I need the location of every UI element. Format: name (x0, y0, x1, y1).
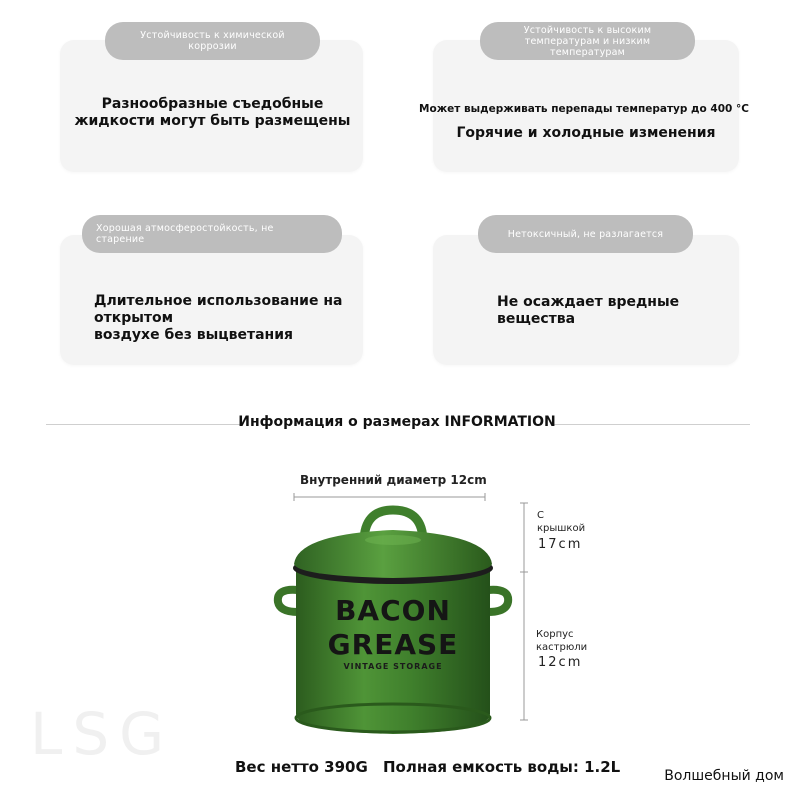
with-lid-label-line1: С (537, 510, 544, 521)
with-lid-label-line2: крышкой (537, 523, 586, 534)
capacity: Полная емкость воды: 1.2L (383, 758, 621, 776)
with-lid-label (537, 509, 585, 535)
feature-badge-1-text: Устойчивость к химической коррозии (140, 30, 285, 52)
body-label-line2: кастрюли (536, 642, 588, 653)
section-title: Информация о размерах INFORMATION (238, 414, 556, 430)
feature-text-1-line2: жидкости могут быть размещены (74, 113, 351, 129)
feature-text-4-line1: Не осаждает вредные (497, 294, 680, 310)
feature-text-4-line2: вещества (497, 311, 576, 327)
body-label (536, 628, 587, 654)
pot-label-line1: BACON (335, 594, 451, 627)
feature-text-1-line1: Разнообразные съедобные (101, 96, 324, 112)
body-value: 12cm (538, 655, 583, 670)
net-weight: Вес нетто 390G (235, 758, 368, 776)
brand-name: Волшебный дом (664, 768, 784, 784)
pot-label-line3: VINTAGE STORAGE (343, 662, 443, 671)
with-lid-value: 17cm (538, 537, 583, 552)
feature-text-3-line1: Длительное использование на открытом (94, 293, 343, 326)
pot-label-line2: GREASE (327, 628, 459, 661)
feature-badge-4-text: Нетоксичный, не разлагается (507, 228, 664, 240)
watermark-logo: LSG (30, 700, 175, 768)
body-label-line1: Корпус (536, 629, 574, 640)
inner-diameter-label: Внутренний диаметр 12cm (300, 473, 487, 487)
feature-text-3-line2: воздухе без выцветания (94, 327, 294, 343)
feature-badge-3-text: Хорошая атмосферостойкость, не старение (96, 223, 274, 245)
feature-badge-2-text: Устойчивость к высоким температурам и низким температурам (523, 24, 652, 58)
feature-small-text-2: Может выдерживать перепады температур до 400 °C (419, 103, 749, 115)
feature-text-2-line1: Горячие и холодные изменения (456, 125, 716, 141)
